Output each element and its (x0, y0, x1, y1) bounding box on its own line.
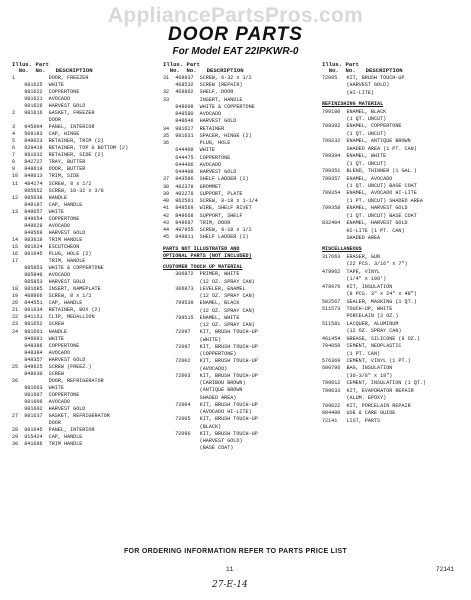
part-row: (1 QT. UNCUT) (322, 130, 387, 137)
part-row: 799515 ENAMEL, WHITE (163, 314, 240, 321)
part-row: (HI-LITE) (322, 89, 374, 96)
part-row: 461454 GREASE, SILICONE (8 OZ.) (322, 335, 420, 342)
part-row: 306872 PRIMER, WHITE (163, 271, 240, 278)
part-row: 41 849569 WIRE, SHELF RIVET (163, 205, 252, 212)
part-row: (1/4" x 100') (322, 276, 387, 283)
part-row: 25 849625 SCREW (FREEZ.) (12, 363, 92, 370)
part-row: 3 945604 PANEL, INTERIOR (12, 124, 95, 131)
part-row: 511573 TOUCH-UP, WHITE (322, 305, 393, 312)
part-row: 72096 KIT, BRUSH TOUCH-UP (163, 430, 258, 437)
part-row: 799180 ENAMEL, BLACK (322, 108, 387, 115)
part-row: 848609 WHITE & COPPERTONE (163, 103, 255, 110)
part-row: CUSTOMER TOUCH UP MATERIAL (163, 264, 243, 271)
part-row: 72003 KIT, BRUSH TOUCH-UP (163, 372, 258, 379)
part-row: 39 482278 SUPPORT, PLATE (163, 190, 243, 197)
part-row: 43 849687 TRIM, DOOR (163, 219, 231, 226)
part-row: (ANTIQUE BROWN (163, 387, 243, 394)
page-subtitle: For Model EAT 22IPKWR-0 (172, 46, 299, 57)
part-row: 16 981645 PLUG, HOLE (2) (12, 250, 92, 257)
part-row: 24 981601 HANDLE (12, 328, 68, 335)
part-row: 799358 ENAMEL, HARVEST GOLD (322, 205, 408, 212)
part-row: (AVOCADO) (163, 365, 228, 372)
part-row: 794858 CEMENT, NEOPLASTIC (322, 343, 402, 350)
part-row: 29 915424 CAP, HANDLE (12, 434, 83, 441)
part-row: 502567 SEALER, MASKING (1 QT.) (322, 298, 417, 305)
parts-column-3 (322, 62, 462, 425)
part-row: HI-LITE (1 PT. CAN) (322, 227, 405, 234)
part-row: 848646 HARVEST GOLD (163, 118, 237, 125)
handwritten-note: 27-E-14 (212, 580, 248, 590)
part-row: 20 844551 CAP, HANDLE (12, 300, 83, 307)
part-row: 23 981652 SCREW (12, 321, 64, 328)
part-row: 981603 WHITE (12, 384, 64, 391)
part-row: 479976 KIT, INSULATION (322, 283, 393, 290)
part-row: 15 981624 ESCUTCHEON (12, 243, 80, 250)
part-row: SHADED AREA) (163, 394, 237, 401)
part-row: 981602 HARVEST GOLD (12, 406, 86, 413)
part-row: 21 981634 RETAINER, BOX (2) (12, 307, 101, 314)
part-row: 644475 COPPERTONE (163, 154, 231, 161)
part-row: 849654 COPPERTONE (12, 215, 80, 222)
column-header-top: Illus. Part (12, 61, 49, 68)
part-row: 799622 KIT, PORCELAIN REPAIR (322, 402, 411, 409)
part-row: 44 497955 SCREW, 8-18 x 1/2 (163, 227, 252, 234)
part-row: SHADED AREA (322, 235, 381, 241)
part-row: OPTIONAL PARTS (NOT INCLUDED) (163, 252, 252, 259)
part-row: (1 PT. UNCUT) SHADED AREA (322, 197, 423, 204)
part-row: SHADED AREA (1 PT. CAN) (322, 145, 417, 152)
part-row: (BASE COAT) (163, 445, 234, 452)
part-row: 848357 HARVEST GOLD (12, 356, 86, 363)
part-row: 11 484174 SCREW, 8 x 1/2 (12, 180, 92, 187)
part-row: 40 962561 SCREW, 8-18 x 1-1/4 (163, 198, 258, 205)
part-row: 799232 ENAMEL, ANTIQUE BROWN (322, 138, 411, 145)
part-row: 9 848619 DOOR, BUTTER (12, 166, 86, 173)
part-row: 17 TRIM, HANDLE (12, 258, 86, 265)
part-row: 22 841151 CLIP, MEDALLION (12, 314, 95, 321)
part-row: (1 PT. CAN) (322, 350, 381, 357)
part-row: PORCELAIN (2 OZ.) (322, 313, 399, 320)
part-row: 799351 BLEND, THINNER (1 GAL.) (322, 168, 417, 175)
part-row: 576369 CEMENT, VINYL (1 PT.) (322, 358, 411, 364)
part-row: (12 OZ. SPRAY CAN) (163, 307, 255, 314)
part-row: 848384 AVOCADO (12, 349, 71, 356)
part-row: 600796 BAG, INSULATION (322, 365, 393, 372)
part-row: 985652 SCREW, 10-32 x 3/8 (12, 187, 104, 194)
part-row: 10 848613 TRIM, SIDE (12, 173, 80, 180)
part-row: DOOR (12, 420, 61, 427)
parts-column-2 (163, 62, 318, 453)
part-row: 644408 HARVEST GOLD (163, 169, 237, 176)
part-row: 799012 CEMENT, INSULATION (1 QT.) (322, 380, 426, 387)
part-row: 799357 ENAMEL, AVOCADO (322, 175, 393, 182)
part-row: 644409 WHITE (163, 147, 215, 154)
parts-column-1 (12, 62, 152, 448)
page-code: 72141 (436, 566, 455, 573)
part-row: 72141 LIST, PARTS (322, 417, 381, 424)
part-row: 14 983619 TRIM HANDLE (12, 236, 83, 243)
part-row: 317663 ERASER, GUN (322, 253, 381, 260)
part-row: 985840 AVOCADO (12, 272, 71, 279)
part-row: 946081 WHITE (12, 335, 64, 342)
part-row: (12 OZ. SPRAY CAN) (163, 322, 255, 329)
part-row: 8 842727 TRAY, BUTTER (12, 159, 86, 166)
part-row: 32 468862 SHELF, DOOR (163, 89, 234, 96)
part-row: 479962 TAPE, VINYL (322, 268, 381, 275)
part-row: 981626 HARVEST GOLD (12, 103, 86, 109)
part-row: 981606 AVOCADO (12, 398, 71, 405)
part-row: 42 849668 SUPPORT, SHELF (163, 212, 243, 219)
part-row: 72097 KIT, BRUSH TOUCH-UP (163, 329, 258, 336)
part-row: (36-3/8" x 18") (322, 372, 393, 379)
part-row: 45 849811 SHELF LADDER (2) (163, 234, 249, 241)
part-row: (HARVEST GOLD) (163, 438, 243, 445)
part-row: 799539 ENAMEL, BLACK (163, 300, 240, 307)
part-row: (1 QT. UNCUT) BASE COAT (322, 182, 417, 189)
part-row: 31 469837 SCREW, 6-32 x 1/2 (163, 74, 252, 81)
part-row: (12 OZ. SPRAY CAN) (322, 328, 402, 335)
part-row: 33 INSERT, HANDLE (163, 96, 243, 103)
column-header-top: Illus. Part (322, 61, 359, 68)
part-row: (12 OZ. SPRAY CAN) (163, 293, 255, 300)
part-row: 38 482379 GROMMET (163, 183, 222, 190)
part-row: (BLACK) (163, 423, 222, 430)
part-row: 13 849657 WHITE (12, 208, 64, 215)
part-row: 799633 KIT, EVAPORATOR REPAIR (322, 387, 414, 394)
part-row: 35 981631 SPACER, HINGE (2) (163, 132, 252, 139)
part-row: REFINISHING MATERIAL (322, 101, 384, 108)
part-row: 981621 AVOCADO (12, 95, 71, 102)
part-row: 30 841686 TRIM HANDLE (12, 441, 83, 448)
part-row: 984400 USE & CARE GUIDE (322, 410, 396, 417)
ordering-info-footer: FOR ORDERING INFORMATION REFER TO PARTS PRICE LIST (123, 548, 348, 555)
part-row: 72002 KIT, BRUSH TOUCH-UP (163, 358, 258, 365)
part-row: 849197 CAP, HANDLE (12, 201, 83, 208)
part-row: 4 509183 CAP, HINGE (12, 131, 80, 138)
part-row: 468532 SCREW (REPAIR) (163, 82, 243, 89)
watermark: AppliancePartsPros.com (107, 4, 364, 27)
part-row: 2 981616 GASKET, FREEZER (12, 110, 95, 117)
part-row: 981622 COPPERTONE (12, 88, 80, 95)
part-row: 72095 KIT, BRUSH TOUCH-UP (322, 74, 405, 81)
part-row: (HARVEST GOLD) (322, 82, 390, 89)
part-row: (22 PCS. 3/16" x 7") (322, 261, 408, 268)
part-row: MISCELLANEOUS (322, 246, 362, 253)
parts-list-2 (163, 75, 318, 453)
part-row: (WHITE) (163, 336, 222, 343)
part-row: (8 PCS. 3" x 24" x 48") (322, 291, 417, 298)
parts-list-3 (322, 75, 462, 425)
part-row: PARTS NOT ILLUSTRATED AND (163, 245, 240, 252)
part-row: 985853 WHITE & COPPERTONE (12, 265, 104, 272)
parts-list-1 (12, 75, 152, 448)
part-row: 72097 KIT, BRUSH TOUCH-UP (163, 343, 258, 350)
part-row: 72004 KIT, BRUSH TOUCH-UP (163, 401, 258, 408)
part-row: 849569 HARVEST GOLD (12, 229, 86, 236)
part-row: 27 981637 GASKET, REFRIGERATOR (12, 413, 110, 420)
part-row: 981625 WHITE (12, 81, 64, 88)
column-header-bottom: No. No. DESCRIPTION (322, 67, 403, 75)
part-row: (12 OZ. SPRAY CAN) (163, 278, 255, 285)
part-row: DOOR (12, 117, 61, 124)
part-row: 6 929419 RETAINER, TOP & BOTTOM (2) (12, 145, 129, 152)
page-number: 11 (226, 566, 234, 573)
part-row: 799394 ENAMEL, WHITE (322, 153, 387, 160)
part-row: 848386 COPPERTONE (12, 342, 80, 349)
part-row: 832404 ENAMEL, HARVEST GOLD (322, 220, 408, 227)
column-header-bottom: No. No. DESCRIPTION (12, 67, 93, 75)
part-row: 644406 AVOCADO (163, 161, 222, 168)
part-row: (1 QT. UNCUT) BASE COAT (322, 212, 417, 219)
part-row: 26 DOOR, REFRIGERATOR (12, 377, 104, 384)
part-row: (ALUM. EPOXY) (322, 395, 387, 402)
part-row: 36 PLUG, HOLE (163, 140, 231, 147)
part-row: 5 849023 RETAINER, TRIM (2) (12, 138, 104, 145)
part-row: 12 985638 HANDLE (12, 194, 68, 201)
part-row: (1 QT. UNCUT) (322, 116, 387, 122)
part-row: 37 843596 SHELF LADDER (2) (163, 176, 249, 183)
part-row: 799354 ENAMEL, AVOCADO HI-LITE (322, 190, 417, 197)
part-row: (AVOCADO HI-LITE) (163, 409, 252, 416)
part-row: 7 981632 RETAINER, SIDE (2) (12, 152, 104, 159)
part-row: 19 488866 SCREW, 8 x 1/2 (12, 293, 92, 300)
part-row: 511581 LACQUER, ALUMINUM (322, 320, 399, 327)
column-header-top: Illus. Part (163, 61, 200, 68)
part-row: 981607 COPPERTONE (12, 391, 80, 398)
part-row: 28 981645 PANEL, INTERIOR (12, 427, 95, 434)
page-title: DOOR PARTS (168, 24, 303, 45)
part-row: (CARIBOU BROWN) (163, 380, 246, 387)
part-row: 34 981627 RETAINER (163, 125, 225, 132)
part-row: 1 DOOR, FREEZER (12, 74, 89, 81)
part-row: 306873 LEVELER, ENAMEL (163, 285, 246, 292)
part-row: (COPPERTONE) (163, 351, 237, 358)
part-row: 848630 SCREW (12, 370, 64, 377)
part-row: 985853 HARVEST GOLD (12, 279, 86, 286)
part-row: (1 QT. UNCUT) (322, 160, 387, 167)
column-header-bottom: No. No. DESCRIPTION (163, 67, 244, 75)
part-row: 72005 KIT, BRUSH TOUCH-UP (163, 416, 258, 423)
part-row: 848580 AVOCADO (163, 111, 222, 118)
part-row: 849629 AVOCADO (12, 222, 71, 229)
part-row: 799392 ENAMEL, COPPERTONE (322, 123, 402, 130)
part-row: 18 981685 INSERT, NAMEPLATE (12, 286, 101, 293)
